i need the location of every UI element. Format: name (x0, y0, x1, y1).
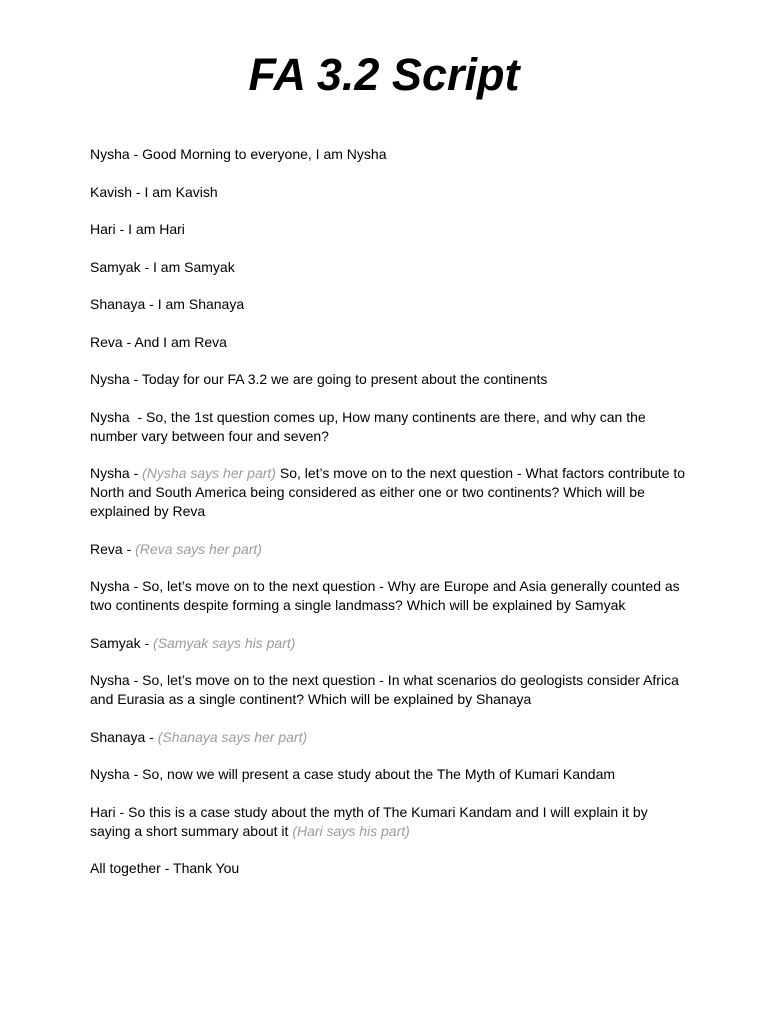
script-line: Nysha - Today for our FA 3.2 we are going to present about the continents (90, 371, 548, 387)
speaker-name: Nysha (90, 146, 130, 162)
stage-direction: (Hari says his part) (292, 822, 410, 839)
line-text: So, let’s move on to the next question - What factors contribute to North and South America being considered as either one or two continents? Which will be explained by Reva (90, 465, 686, 519)
script-line: Hari - So this is a case study about the myth of The Kumari Kandam and I will explain it by saying a short summary about it (Hari says his part) (90, 803, 648, 839)
speaker-name: Kavish (90, 183, 133, 200)
speaker-name: Reva (90, 540, 123, 557)
script-line: Kavish - I am Kavish (90, 183, 218, 200)
document-title: FA 3.2 Script (248, 49, 520, 100)
stage-direction: (Samyak says his part) (153, 634, 296, 651)
speaker-name: Reva (90, 333, 123, 350)
line-text: I am Kavish (144, 183, 218, 200)
script-line: Nysha - So, let’s move on to the next question - Why are Europe and Asia generally counted as two continents despite forming a single landmass? Which will be explained by Samyak (90, 578, 680, 613)
speaker-name: All together (90, 860, 161, 876)
script-line: Nysha - Good Morning to everyone, I am Nysha (90, 146, 387, 162)
speaker-name: Hari (90, 803, 116, 820)
speaker-name: Hari (90, 221, 116, 237)
line-text: So, the 1st question comes up, How many continents are there, and why can the number vary between four and seven? (90, 408, 646, 444)
script-line: Nysha - (Nysha says her part) So, let’s move on to the next question - What factors contribute to North and South America being considered as either one or two continents? Which will be explained by Reva (90, 465, 686, 519)
line-text: So this is a case study about the myth of The Kumari Kandam and I will explain it by saying a short summary about it (90, 803, 648, 839)
speaker-name: Nysha (90, 672, 130, 688)
speaker-name: Samyak (90, 634, 141, 651)
line-text: Today for our FA 3.2 we are going to present about the continents (141, 371, 548, 387)
script-line: Shanaya - I am Shanaya (90, 296, 245, 312)
stage-direction: (Shanaya says her part) (157, 728, 308, 745)
speaker-name: Shanaya (90, 296, 146, 312)
speaker-name: Nysha (90, 371, 130, 387)
stage-direction: (Nysha says her part) (142, 465, 276, 481)
script-line: Nysha - So, let’s move on to the next question - In what scenarios do geologists consider Africa and Eurasia as a single continent? Which will be explained by Shanaya (90, 672, 679, 707)
script-line: Shanaya - (Shanaya says her part) (90, 728, 308, 745)
speaker-name: Shanaya (90, 728, 146, 745)
line-text: Thank You (173, 860, 240, 876)
line-text: I am Shanaya (157, 296, 245, 312)
line-text: I am Samyak (153, 258, 235, 275)
stage-direction: (Reva says her part) (135, 540, 262, 557)
script-line: All together - Thank You (90, 860, 240, 876)
line-text: So, let’s move on to the next question - Why are Europe and Asia generally counted as two continents despite forming a single landmass? Which will be explained by Samyak (90, 578, 680, 613)
script-line: Nysha - So, now we will present a case study about the The Myth of Kumari Kandam (90, 766, 616, 782)
line-text: So, let’s move on to the next question - In what scenarios do geologists consider Africa and Eurasia as a single continent? Which will be explained by Shanaya (90, 672, 679, 707)
script-line: Samyak - I am Samyak (90, 258, 235, 275)
speaker-name: Nysha (90, 766, 130, 782)
line-text: And I am Reva (134, 333, 227, 350)
script-line: Hari - I am Hari (90, 221, 185, 237)
speaker-name: Samyak (90, 258, 141, 275)
script-line: Reva - And I am Reva (90, 333, 227, 350)
line-text: So, now we will present a case study about the The Myth of Kumari Kandam (142, 766, 616, 782)
script-line: Reva - (Reva says her part) (90, 540, 262, 557)
speaker-name: Nysha (90, 578, 130, 594)
speaker-name: Nysha (90, 465, 130, 481)
script-body (90, 145, 690, 897)
line-text: I am Hari (128, 221, 185, 237)
script-line: Nysha - So, the 1st question comes up, How many continents are there, and why can the number vary between four and seven? (90, 408, 646, 444)
line-text: Good Morning to everyone, I am Nysha (142, 146, 387, 162)
script-line: Samyak - (Samyak says his part) (90, 634, 296, 651)
speaker-name: Nysha (90, 408, 130, 425)
